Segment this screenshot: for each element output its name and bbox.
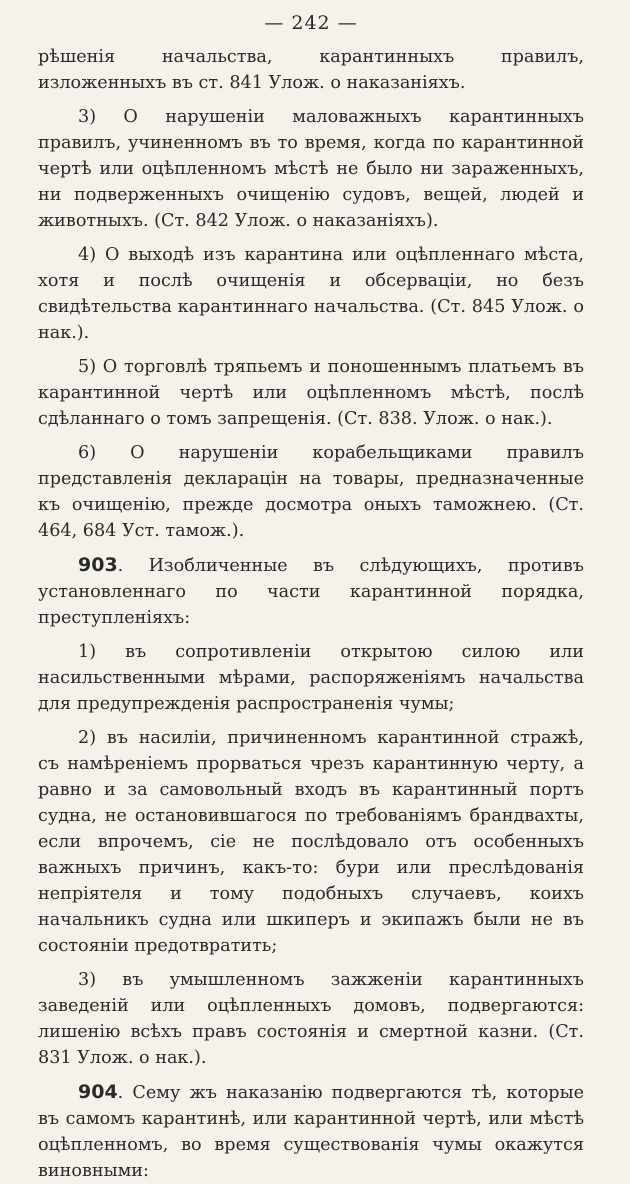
- page-number: — 242 —: [264, 12, 358, 34]
- paragraph-text: 6) О нарушеніи корабельщиками правилъ представленія декларацін на товары, предназначенные къ очищенію, прежде досмотра оныхъ таможнею. (Ст. 464, 684 Уст. тамож.).: [38, 443, 584, 541]
- paragraph-text: 5) О торговлѣ тряпьемъ и поношеннымъ платьемъ въ карантинной чертѣ или оцѣпленномъ мѣстѣ, послѣ сдѣланнаго о томъ запрещенія. (Ст. 838. Улож. о нак.).: [38, 357, 584, 429]
- article-904: [38, 1079, 584, 1184]
- paragraph-903-item-2: [38, 725, 584, 959]
- paragraph-item-3: [38, 104, 584, 234]
- paragraph-text: . Сему жъ наказанію подвергаются тѣ, которые въ самомъ карантинѣ, или карантинной чертѣ, или мѣстѣ оцѣпленномъ, во время существованія чумы окажутся виновными:: [38, 1083, 584, 1181]
- article-number: 904: [78, 1081, 118, 1103]
- paragraph-text: рѣшенія начальства, карантинныхъ правилъ, изложенныхъ въ ст. 841 Улож. о наказаніяхъ.: [38, 47, 584, 93]
- article-number: 903: [78, 554, 118, 576]
- paragraph-text: 1) въ сопротивленіи открытою силою или насильственными мѣрами, распоряженіямъ начальства для предупрежденія распространенія чумы;: [38, 642, 584, 714]
- paragraph-continuation: [38, 44, 584, 96]
- paragraph-903-item-1: [38, 639, 584, 717]
- paragraph-item-5: [38, 354, 584, 432]
- paragraph-item-4: [38, 242, 584, 346]
- paragraph-item-6: [38, 440, 584, 544]
- article-903: [38, 552, 584, 631]
- paragraph-text: 3) въ умышленномъ зажженіи карантинныхъ заведеній или оцѣпленныхъ домовъ, подвергаются: лишенію всѣхъ правъ состоянія и смертной казни. (Ст. 831 Улож. о нак.).: [38, 970, 584, 1068]
- paragraph-text: 3) О нарушеніи маловажныхъ карантинныхъ правилъ, учиненномъ въ то время, когда по карантинной чертѣ или оцѣпленномъ мѣстѣ не было ни зараженныхъ, ни подверженныхъ очищенію судовъ, вещей, людей и животныхъ. (Ст. 842 Улож. о наказаніяхъ).: [38, 107, 584, 231]
- paragraph-text: 2) въ насиліи, причиненномъ карантинной стражѣ, съ намѣреніемъ прорваться чрезъ карантинную черту, а равно и за самовольный входъ въ карантинный портъ судна, не остановившагося по требованіямъ брандвахты, если впрочемъ, сіе не послѣдовало отъ особенныхъ важныхъ причинъ, какъ-то: бури или преслѣдованія непріятеля и тому подобныхъ случаевъ, коихъ начальникъ судна или шкиперъ и экипажъ были не въ состояніи предотвратить;: [38, 728, 584, 956]
- paragraph-903-item-3: [38, 967, 584, 1071]
- paragraph-text: . Изобличенные въ слѣдующихъ, противъ установленнаго по части карантинной порядка, преступленіяхъ:: [38, 556, 584, 628]
- paragraph-text: 4) О выходѣ изъ карантина или оцѣпленнаго мѣста, хотя и послѣ очищенія и обсерваціи, но безъ свидѣтельства карантиннаго начальства. (Ст. 845 Улож. о нак.).: [38, 245, 584, 343]
